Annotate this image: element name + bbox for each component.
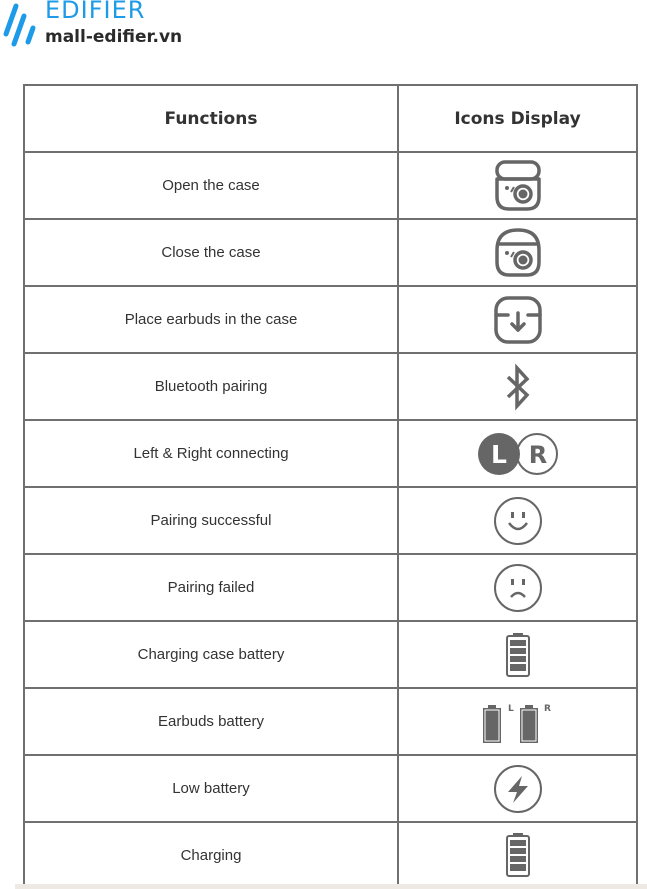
function-label: Left & Right connecting — [25, 421, 399, 486]
page-bottom-edge — [15, 884, 647, 889]
edifier-logo — [0, 0, 220, 50]
function-label: Charging case battery — [25, 622, 399, 687]
lightning-icon — [492, 763, 544, 815]
earbuds-battery-icon — [481, 699, 555, 745]
svg-text:L: L — [490, 439, 507, 469]
table-row — [25, 689, 636, 756]
function-label: Bluetooth pairing — [25, 354, 399, 419]
bluetooth-icon — [503, 362, 533, 412]
svg-text:L: L — [507, 703, 514, 714]
sad-face-icon — [492, 562, 544, 614]
table-row — [25, 756, 636, 823]
header-icons-display: Icons Display — [454, 108, 581, 129]
svg-text:R: R — [543, 703, 551, 714]
table-row — [25, 220, 636, 287]
table-row — [25, 823, 636, 887]
function-label: Earbuds battery — [25, 689, 399, 754]
brand-name: EDIFIER — [45, 0, 146, 24]
function-label: Charging — [25, 823, 399, 887]
case-closed-icon — [491, 226, 545, 280]
table-row — [25, 421, 636, 488]
table-row — [25, 354, 636, 421]
table-row — [25, 488, 636, 555]
header-functions: Functions — [25, 86, 399, 151]
site-url: mall-edifier.vn — [45, 27, 183, 47]
function-label: Close the case — [25, 220, 399, 285]
table-row — [25, 287, 636, 354]
battery-full-icon — [505, 632, 531, 678]
function-label: Place earbuds in the case — [25, 287, 399, 352]
case-open-icon — [491, 159, 545, 213]
table-row — [25, 555, 636, 622]
table-header-row — [25, 86, 636, 153]
left-right-icon — [475, 431, 561, 477]
function-label: Open the case — [25, 153, 399, 218]
place-earbuds-icon — [491, 293, 545, 347]
table-row — [25, 153, 636, 220]
function-label: Pairing failed — [25, 555, 399, 620]
table-row — [25, 622, 636, 689]
icons-table — [23, 84, 638, 889]
smiley-face-icon — [492, 495, 544, 547]
edifier-logo-mark-icon — [2, 0, 42, 48]
function-label: Low battery — [25, 756, 399, 821]
function-label: Pairing successful — [25, 488, 399, 553]
svg-text:R: R — [528, 440, 547, 469]
battery-charging-icon — [505, 832, 531, 878]
